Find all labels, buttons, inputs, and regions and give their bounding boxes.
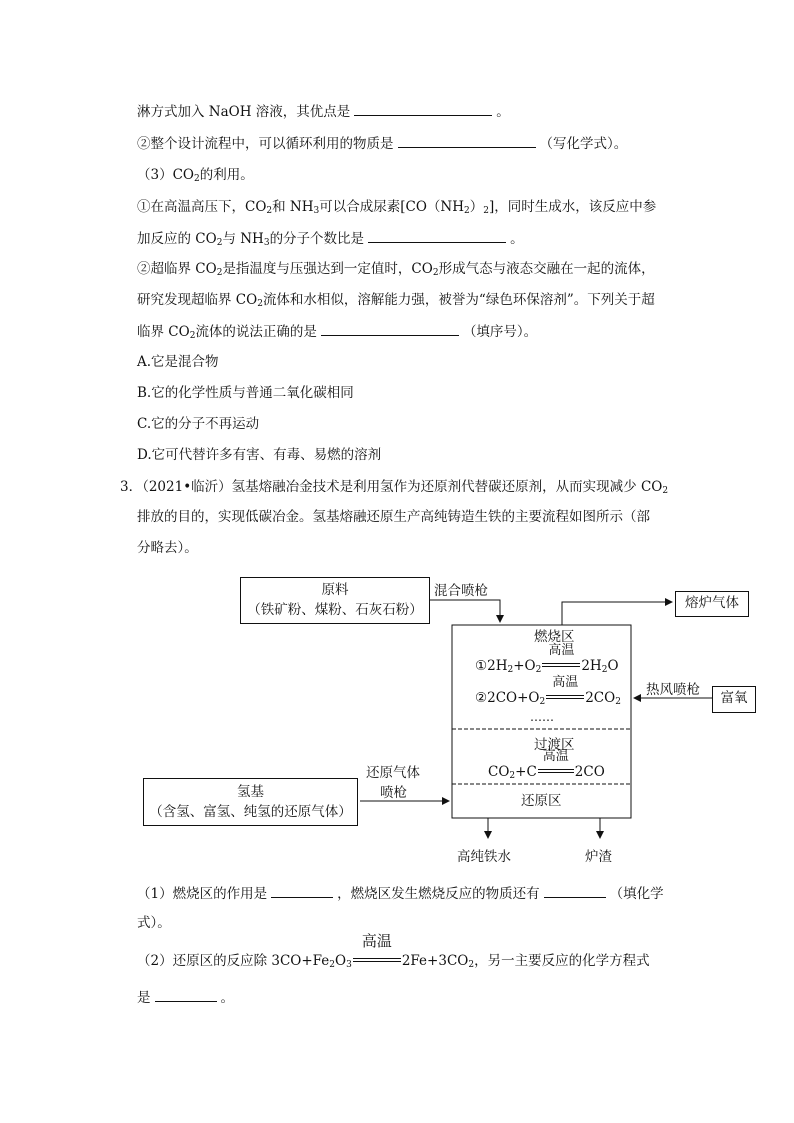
question3-line2: 排放的目的，实现低碳冶金。氢基熔融还原生产高纯铸造生铁的主要流程如图所示（部 xyxy=(137,509,650,525)
q3-sub1-line2: 式）。 xyxy=(137,915,171,931)
raw-material-box: 原料 （铁矿粉、煤粉、石灰石粉） xyxy=(240,577,430,624)
part3-item1-line2: 加反应的 $CO_2$与 $NH_3$的分子个数比是 。 xyxy=(137,231,524,248)
rich-oxygen-box: 富氧 xyxy=(712,686,756,713)
option-a[interactable]: A.它是混合物 xyxy=(137,354,219,370)
part3-item2-line1: ②超临界 $CO_2$是指温度与压强达到一定值时，$CO_2$形成气态与液态交融在一起的流体， xyxy=(137,261,655,278)
reducing-gas-gun-label-2: 喷枪 xyxy=(380,785,407,801)
ellipsis: …… xyxy=(530,710,554,724)
reducing-gas-gun-label-1: 还原气体 xyxy=(366,765,420,781)
equation-condition: 高温 xyxy=(353,952,401,970)
answer-blank[interactable] xyxy=(544,884,606,898)
question3-line3: 分略去）。 xyxy=(137,540,198,556)
q3-sub2-line1: （2）还原区的反应除 $3CO+Fe_2O_3$ 高温 $2Fe+3CO_2$，另一主要反应的化学方程式 xyxy=(137,932,650,970)
raw-material-arrow xyxy=(430,600,500,622)
q2-line-2: ②整个设计流程中，可以循环利用的物质是 （写化学式）。 xyxy=(137,136,628,152)
reaction-3: $CO_2+C$ 高温 2CO xyxy=(488,749,605,781)
equation-condition: 高温 xyxy=(546,690,584,706)
equation-condition: 高温 xyxy=(542,658,580,674)
hot-air-gun-label: 热风喷枪 xyxy=(646,682,700,698)
option-d[interactable]: D.它可代替许多有害、有毒、易燃的溶剂 xyxy=(137,447,382,463)
q3-sub1-line1: （1）燃烧区的作用是 ，燃烧区发生燃烧反应的物质还有 （填化学 xyxy=(137,886,664,902)
reaction-2: $②2CO+O_2$ 高温 $2CO_2$ xyxy=(475,675,621,707)
q2-line-1: 淋方式加入 NaOH 溶液，其优点是 。 xyxy=(137,104,510,120)
hydrogen-box: 氢基 （含氢、富氢、纯氢的还原气体） xyxy=(143,778,358,826)
answer-blank[interactable] xyxy=(271,884,333,898)
output-slag-label: 炉渣 xyxy=(585,849,612,865)
part3-item2-line2: 研究发现超临界 $CO_2$流体和水相似，溶解能力强，被誉为“绿色环保溶剂”。下列关于超 xyxy=(137,292,655,309)
q3-sub2-line2: 是 。 xyxy=(137,990,234,1006)
part3-item1-line1: ①在高温高压下，$CO_2$和 $NH_3$可以合成尿素$[CO(NH_2)_2]$，同时生成水，该反应中参 xyxy=(137,199,657,216)
output-iron-label: 高纯铁水 xyxy=(457,849,511,865)
equation-condition: 高温 xyxy=(538,764,574,780)
option-c[interactable]: C.它的分子不再运动 xyxy=(137,416,260,432)
mix-gun-label: 混合喷枪 xyxy=(434,583,488,599)
reduction-zone-label: 还原区 xyxy=(521,793,562,809)
option-b[interactable]: B.它的化学性质与普通二氧化碳相同 xyxy=(137,385,354,401)
furnace-gas-box: 熔炉气体 xyxy=(675,591,749,617)
transition-zone-label: 过渡区 xyxy=(534,737,575,753)
combustion-zone-label: 燃烧区 xyxy=(534,629,575,645)
answer-blank[interactable] xyxy=(155,988,217,1002)
question3-line1: 3．（2021•临沂）氢基熔融冶金技术是利用氢作为还原剂代替碳还原剂，从而实现减少 $CO_2$ xyxy=(120,479,669,496)
part3-heading: $(3)CO_2$的利用。 xyxy=(137,167,254,184)
reaction-1: $①2H_2+O_2$ 高温 $2H_2O$ xyxy=(475,643,619,675)
furnace-gas-arrow xyxy=(562,602,672,625)
part3-item2-line3: 临界 $CO_2$流体的说法正确的是 （填序号）。 xyxy=(137,324,538,341)
